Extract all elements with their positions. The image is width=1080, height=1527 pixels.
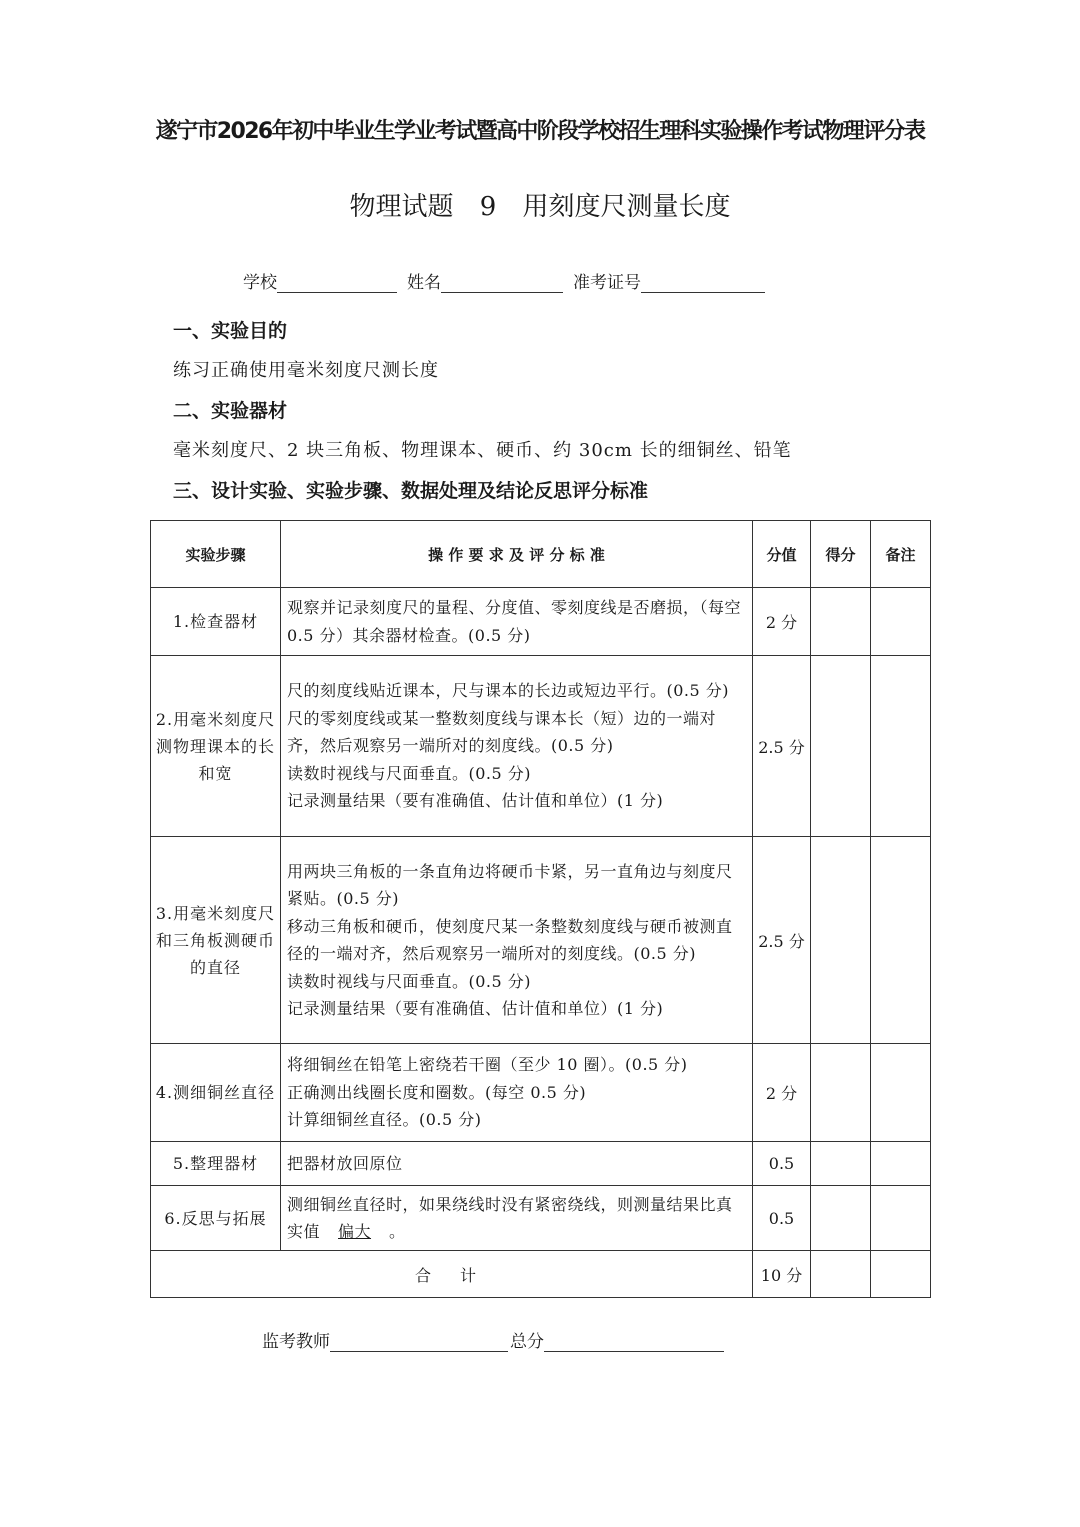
page-title: 遂宁市2026年初中毕业生学业考试暨高中阶段学校招生理科实验操作考试物理评分表 xyxy=(155,119,925,144)
table-row xyxy=(151,1142,931,1186)
exam-id-label: 准考证号 xyxy=(573,273,641,293)
header-score: 得分 xyxy=(811,521,871,588)
table-row xyxy=(151,1186,931,1251)
requirement-text-end: 。 xyxy=(389,1222,406,1241)
proctor-field[interactable] xyxy=(330,1331,508,1352)
candidate-info xyxy=(243,268,775,293)
criteria-heading: 三、设计实验、实验步骤、数据处理及结论反思评分标准 xyxy=(173,480,649,502)
requirement-text: 观察并记录刻度尺的量程、分度值、零刻度线是否磨损，（每空 0.5 分）其余器材检查。(0.5 分) xyxy=(287,598,742,645)
footer-signature xyxy=(262,1327,734,1352)
table-row xyxy=(151,1044,931,1142)
requirement-cell xyxy=(281,1142,753,1186)
remarks-field[interactable] xyxy=(871,588,931,656)
requirement-text: 计算细铜丝直径。(0.5 分) xyxy=(287,1110,482,1130)
points-value: 2 分 xyxy=(753,1044,811,1142)
purpose-body: 练习正确使用毫米刻度尺测长度 xyxy=(173,360,439,381)
equipment-heading: 二、实验器材 xyxy=(173,400,288,422)
filled-answer: 偏大 xyxy=(338,1222,372,1241)
requirement-text: 将细铜丝在铅笔上密绕若干圈（至少 10 圈）。(0.5 分) xyxy=(287,1055,688,1075)
table-row xyxy=(151,656,931,837)
name-label: 姓名 xyxy=(407,273,441,293)
purpose-heading: 一、实验目的 xyxy=(173,320,288,342)
points-value: 0.5 xyxy=(753,1186,811,1251)
requirement-cell xyxy=(281,1186,753,1251)
remarks-field[interactable] xyxy=(871,1186,931,1251)
score-field[interactable] xyxy=(811,656,871,837)
step-name: 3.用毫米刻度尺和三角板测硬币的直径 xyxy=(151,837,281,1044)
score-field[interactable] xyxy=(811,1142,871,1186)
total-score-field[interactable] xyxy=(544,1331,724,1352)
step-name: 4.测细铜丝直径 xyxy=(151,1044,281,1142)
remarks-field[interactable] xyxy=(871,1142,931,1186)
requirement-cell xyxy=(281,1044,753,1142)
header-step: 实验步骤 xyxy=(151,521,281,588)
points-value: 2.5 分 xyxy=(753,837,811,1044)
school-label: 学校 xyxy=(243,273,277,293)
score-field[interactable] xyxy=(811,588,871,656)
score-field[interactable] xyxy=(811,837,871,1044)
total-remarks-field[interactable] xyxy=(871,1251,931,1298)
score-field[interactable] xyxy=(811,1186,871,1251)
table-header-row xyxy=(151,521,931,588)
header-points: 分值 xyxy=(753,521,811,588)
score-field[interactable] xyxy=(811,1044,871,1142)
total-label: 合 计 xyxy=(151,1251,753,1298)
points-value: 2.5 分 xyxy=(753,656,811,837)
name-field[interactable] xyxy=(441,272,563,293)
points-value: 0.5 xyxy=(753,1142,811,1186)
page-subtitle: 物理试题 9 用刻度尺测量长度 xyxy=(349,192,731,222)
requirement-text: 测细铜丝直径时，如果绕线时没有紧密绕线，则测量结果比真实值 xyxy=(287,1194,733,1241)
requirement-text: 用两块三角板的一条直角边将硬币卡紧，另一直角边与刻度尺紧贴。(0.5 分) xyxy=(287,861,733,908)
scoring-table xyxy=(150,520,931,1298)
table-row xyxy=(151,588,931,656)
proctor-label: 监考教师 xyxy=(262,1332,330,1352)
step-name: 5.整理器材 xyxy=(151,1142,281,1186)
table-row xyxy=(151,837,931,1044)
header-requirement: 操 作 要 求 及 评 分 标 准 xyxy=(281,521,753,588)
requirement-text: 尺的刻度线贴近课本，尺与课本的长边或短边平行。(0.5 分) xyxy=(287,681,730,701)
header-remarks: 备注 xyxy=(871,521,931,588)
requirement-text: 移动三角板和硬币，使刻度尺某一条整数刻度线与硬币被测直径的一端对齐，然后观察另一端所对的刻度线。(0.5 分) xyxy=(287,916,733,963)
remarks-field[interactable] xyxy=(871,656,931,837)
requirement-text: 记录测量结果（要有准确值、估计值和单位）(1 分) xyxy=(287,999,664,1018)
requirement-text: 正确测出线圈长度和圈数。(每空 0.5 分) xyxy=(287,1082,587,1102)
step-name: 6.反思与拓展 xyxy=(151,1186,281,1251)
requirement-text: 尺的零刻度线或某一整数刻度线与课本长（短）边的一端对齐，然后观察另一端所对的刻度线。(0.5 分) xyxy=(287,708,717,756)
remarks-field[interactable] xyxy=(871,837,931,1044)
school-field[interactable] xyxy=(277,272,397,293)
total-points: 10 分 xyxy=(753,1251,811,1298)
requirement-cell xyxy=(281,656,753,837)
requirement-text: 记录测量结果（要有准确值、估计值和单位）(1 分) xyxy=(287,791,664,811)
points-value: 2 分 xyxy=(753,588,811,656)
step-name: 2.用毫米刻度尺测物理课本的长和宽 xyxy=(151,656,281,837)
requirement-text: 读数时视线与尺面垂直。(0.5 分) xyxy=(287,971,532,991)
requirement-text: 把器材放回原位 xyxy=(287,1153,403,1173)
total-score-label: 总分 xyxy=(510,1332,544,1352)
step-name: 1.检查器材 xyxy=(151,588,281,656)
requirement-text: 读数时视线与尺面垂直。(0.5 分) xyxy=(287,763,532,783)
remarks-field[interactable] xyxy=(871,1044,931,1142)
exam-id-field[interactable] xyxy=(641,272,765,293)
requirement-cell xyxy=(281,588,753,656)
requirement-cell xyxy=(281,837,753,1044)
total-row xyxy=(151,1251,931,1298)
equipment-body: 毫米刻度尺、2 块三角板、物理课本、硬币、约 30cm 长的细铜丝、铅笔 xyxy=(173,440,792,461)
total-score-field[interactable] xyxy=(811,1251,871,1298)
